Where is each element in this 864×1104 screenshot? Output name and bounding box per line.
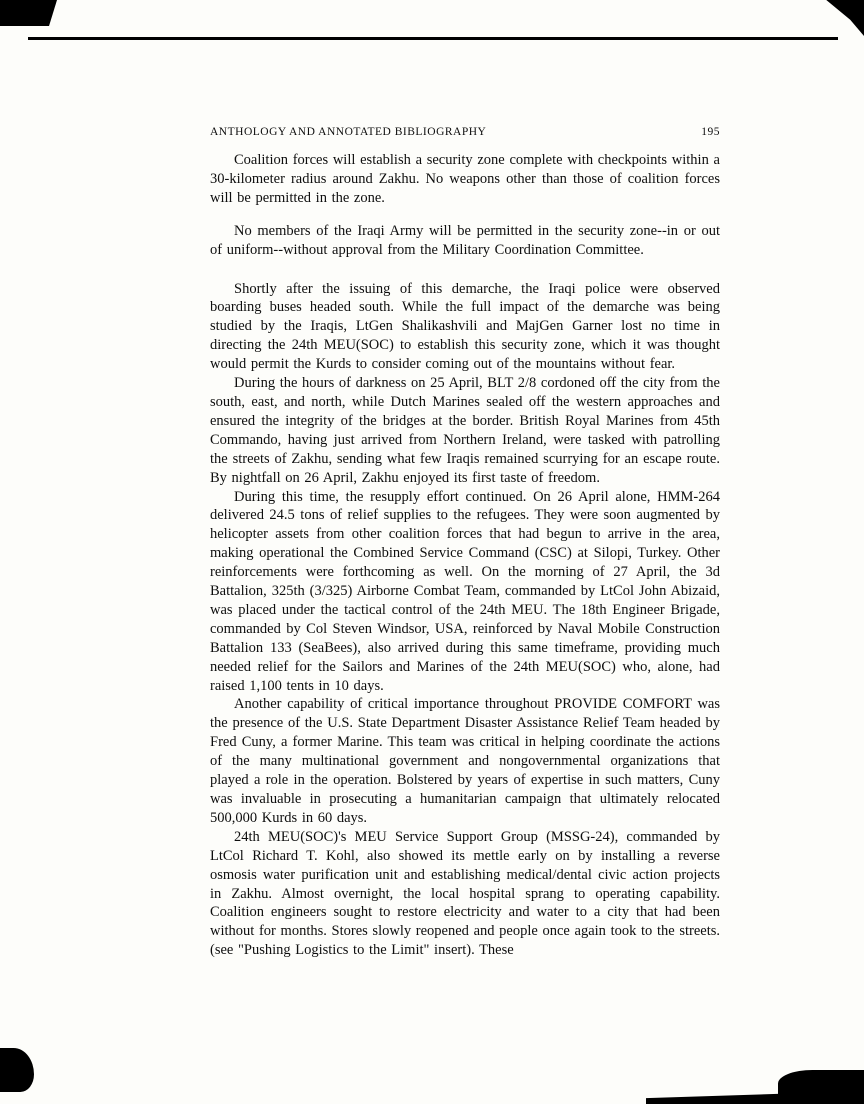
scan-artifact-top-left	[0, 0, 57, 26]
paragraph-body-2: During the hours of darkness on 25 April, BLT 2/8 cordoned off the city from the south, east, and north, while Dutch Marines sealed off the western approaches and ensured the integrity of the bridges at the border. British Royal Marines from 45th Commando, having just arrived from Northern Ireland, were tasked with patrolling the streets of Zakhu, sending what few Iraqis remained scurrying for an escape route. By nightfall on 26 April, Zakhu enjoyed its first taste of freedom.	[210, 375, 720, 486]
paragraph-quote-2: No members of the Iraqi Army will be permitted in the security zone--in or out of uniform--without approval from the Military Coordination Committee.	[210, 222, 720, 258]
paragraph-body-3: During this time, the resupply effort continued. On 26 April alone, HMM-264 delivered 24.5 tons of relief supplies to the refugees. They were soon augmented by helicopter assets from other coalition forces that had begun to arrive in the area, making operational the Combined Service Command (CSC) at Silopi, Turkey. Other reinforcements were forthcoming as well. On the morning of 27 April, the 3d Battalion, 325th (3/325) Airborne Combat Team, commanded by LtCol John Abizaid, was placed under the tactical control of the 24th MEU. The 18th Engineer Brigade, commanded by Col Steven Windsor, USA, reinforced by Naval Mobile Construction Battalion 133 (SeaBees), also arrived during this same timeframe, providing much needed relief for the Sailors and Marines of the 24th MEU(SOC) who, alone, had raised 1,100 tents in 10 days.	[210, 488, 720, 694]
scan-artifact-top-rule	[28, 37, 838, 40]
running-title: ANTHOLOGY AND ANNOTATED BIBLIOGRAPHY	[210, 126, 487, 138]
paragraph-quote-1: Coalition forces will establish a security zone complete with checkpoints within a 30-kilometer radius around Zakhu. No weapons other than those of coalition forces will be permitted in the zone.	[210, 152, 720, 206]
scan-artifact-bottom-right	[778, 1070, 864, 1104]
paragraph-body-1: Shortly after the issuing of this demarche, the Iraqi police were observed boarding buses headed south. While the full impact of the demarche was being studied by the Iraqis, LtGen Shalikashvili and MajGen Garner lost no time in directing the 24th MEU(SOC) to establish this security zone, which it was thought would permit the Kurds to consider coming out of the mountains without fear.	[210, 280, 720, 373]
text-column	[210, 126, 720, 960]
page-header	[210, 126, 720, 138]
scan-artifact-bottom-left	[0, 1048, 34, 1092]
paragraph-body-5: 24th MEU(SOC)'s MEU Service Support Group (MSSG-24), commanded by LtCol Richard T. Kohl, also showed its mettle early on by installing a reverse osmosis water purification unit and establishing medical/dental civic action projects in Zakhu. Almost overnight, the local hospital sprang to operating capability. Coalition engineers sought to restore electricity and water to a city that had been without for months. Stores slowly reopened and people once again took to the streets. (see "Pushing Logistics to the Limit" insert). These	[210, 828, 720, 959]
paragraph-body-4: Another capability of critical importance throughout PROVIDE COMFORT was the presence of the U.S. State Department Disaster Assistance Relief Team headed by Fred Cuny, a former Marine. This team was critical in helping coordinate the actions of the many multinational government and nongovernmental organizations that played a role in the operation. Bolstered by years of expertise in such matters, Cuny was invaluable in prosecuting a humanitarian campaign that ultimately relocated 500,000 Kurds in 60 days.	[210, 696, 720, 826]
scan-artifact-top-right	[818, 0, 864, 36]
page-number: 195	[701, 126, 720, 138]
